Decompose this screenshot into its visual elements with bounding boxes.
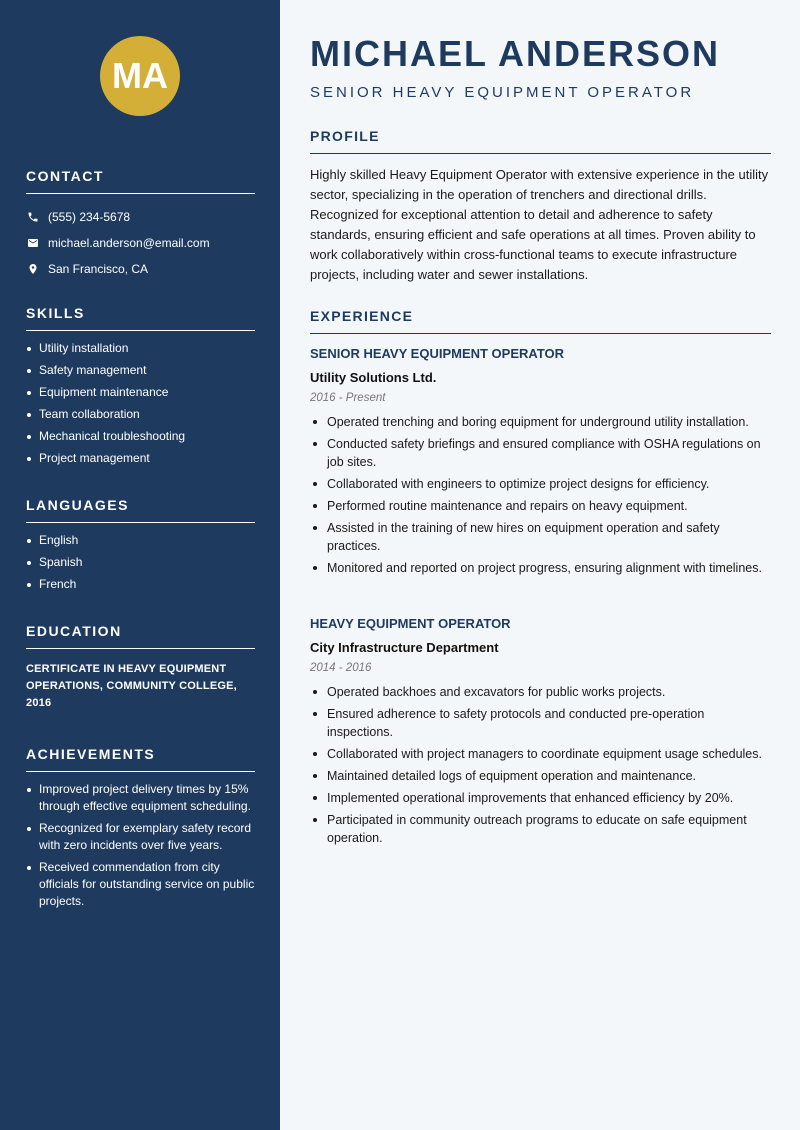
contact-phone	[26, 204, 255, 230]
job-title: SENIOR HEAVY EQUIPMENT OPERATOR	[310, 346, 565, 361]
language-item: Spanish	[26, 554, 255, 571]
profile-text: Highly skilled Heavy Equipment Operator with extensive experience in the utility sector, specializing in the operation of trenchers and directional drills. Recognized for exceptional attention to detail and adherence to safety standards, ensuring efficient and safe operations at all times. Proven ability to work collaboratively within cross-functional teams to execute infrastructure projects, including water and sewer installations.	[310, 167, 769, 282]
job-dates: 2014 - 2016	[310, 662, 372, 674]
achievements-section	[26, 746, 255, 915]
education-text: CERTIFICATE IN HEAVY EQUIPMENT OPERATIONS, COMMUNITY COLLEGE, 2016	[26, 663, 237, 709]
achievement-item: Improved project delivery times by 15% through effective equipment scheduling.	[26, 781, 255, 815]
job-bullet: Operated trenching and boring equipment for underground utility installation.	[310, 413, 771, 431]
skill-item: Equipment maintenance	[26, 384, 255, 401]
job-bullets	[310, 413, 771, 577]
candidate-name: MICHAEL ANDERSON	[310, 33, 721, 74]
job-bullet: Conducted safety briefings and ensured compliance with OSHA regulations on job sites.	[310, 435, 771, 471]
job-bullet: Performed routine maintenance and repairs on heavy equipment.	[310, 497, 771, 515]
skills-list	[26, 340, 255, 467]
skill-item: Project management	[26, 450, 255, 467]
experience-heading: EXPERIENCE	[310, 308, 771, 334]
job-bullet: Operated backhoes and excavators for public works projects.	[310, 683, 771, 701]
achievements-heading: ACHIEVEMENTS	[26, 746, 255, 772]
job-bullet: Participated in community outreach programs to educate on safe equipment operation.	[310, 811, 771, 847]
skill-item: Utility installation	[26, 340, 255, 357]
skill-item: Safety management	[26, 362, 255, 379]
job-bullet: Implemented operational improvements that enhanced efficiency by 20%.	[310, 789, 771, 807]
education-section	[26, 623, 255, 712]
languages-section	[26, 497, 255, 598]
languages-heading: LANGUAGES	[26, 497, 255, 523]
achievements-list	[26, 781, 255, 910]
job-bullet: Monitored and reported on project progress, ensuring alignment with timelines.	[310, 559, 771, 577]
job-company: City Infrastructure Department	[310, 640, 499, 655]
job-bullet: Maintained detailed logs of equipment operation and maintenance.	[310, 767, 771, 785]
location-text: San Francisco, CA	[48, 262, 149, 276]
job-bullet: Assisted in the training of new hires on equipment operation and safety practices.	[310, 519, 771, 555]
job-bullets	[310, 683, 771, 847]
email-text: michael.anderson@email.com	[48, 236, 210, 250]
education-heading: EDUCATION	[26, 623, 255, 649]
location-icon	[26, 263, 39, 276]
achievement-item: Received commendation from city officials for outstanding service on public projects.	[26, 859, 255, 910]
job-bullet: Collaborated with project managers to coordinate equipment usage schedules.	[310, 745, 771, 763]
job-title: HEAVY EQUIPMENT OPERATOR	[310, 616, 511, 631]
avatar: MA	[100, 36, 180, 116]
skill-item: Mechanical troubleshooting	[26, 428, 255, 445]
job-company: Utility Solutions Ltd.	[310, 370, 437, 385]
job-bullet: Ensured adherence to safety protocols and conducted pre-operation inspections.	[310, 705, 771, 741]
language-item: English	[26, 532, 255, 549]
job-bullet: Collaborated with engineers to optimize project designs for efficiency.	[310, 475, 771, 493]
job-entry	[310, 616, 771, 851]
email-icon	[26, 237, 39, 250]
language-item: French	[26, 576, 255, 593]
candidate-title: SENIOR HEAVY EQUIPMENT OPERATOR	[310, 84, 695, 101]
contact-email	[26, 230, 255, 256]
job-entry	[310, 346, 771, 581]
profile-heading: PROFILE	[310, 128, 771, 154]
languages-list	[26, 532, 255, 593]
phone-icon	[26, 211, 39, 224]
job-dates: 2016 - Present	[310, 392, 386, 404]
contact-location	[26, 256, 255, 282]
contact-section	[26, 168, 255, 282]
achievement-item: Recognized for exemplary safety record with zero incidents over five years.	[26, 820, 255, 854]
phone-text: (555) 234-5678	[48, 210, 131, 224]
contact-heading: CONTACT	[26, 168, 255, 194]
skills-section	[26, 305, 255, 472]
skills-heading: SKILLS	[26, 305, 255, 331]
skill-item: Team collaboration	[26, 406, 255, 423]
sidebar	[0, 0, 280, 1130]
